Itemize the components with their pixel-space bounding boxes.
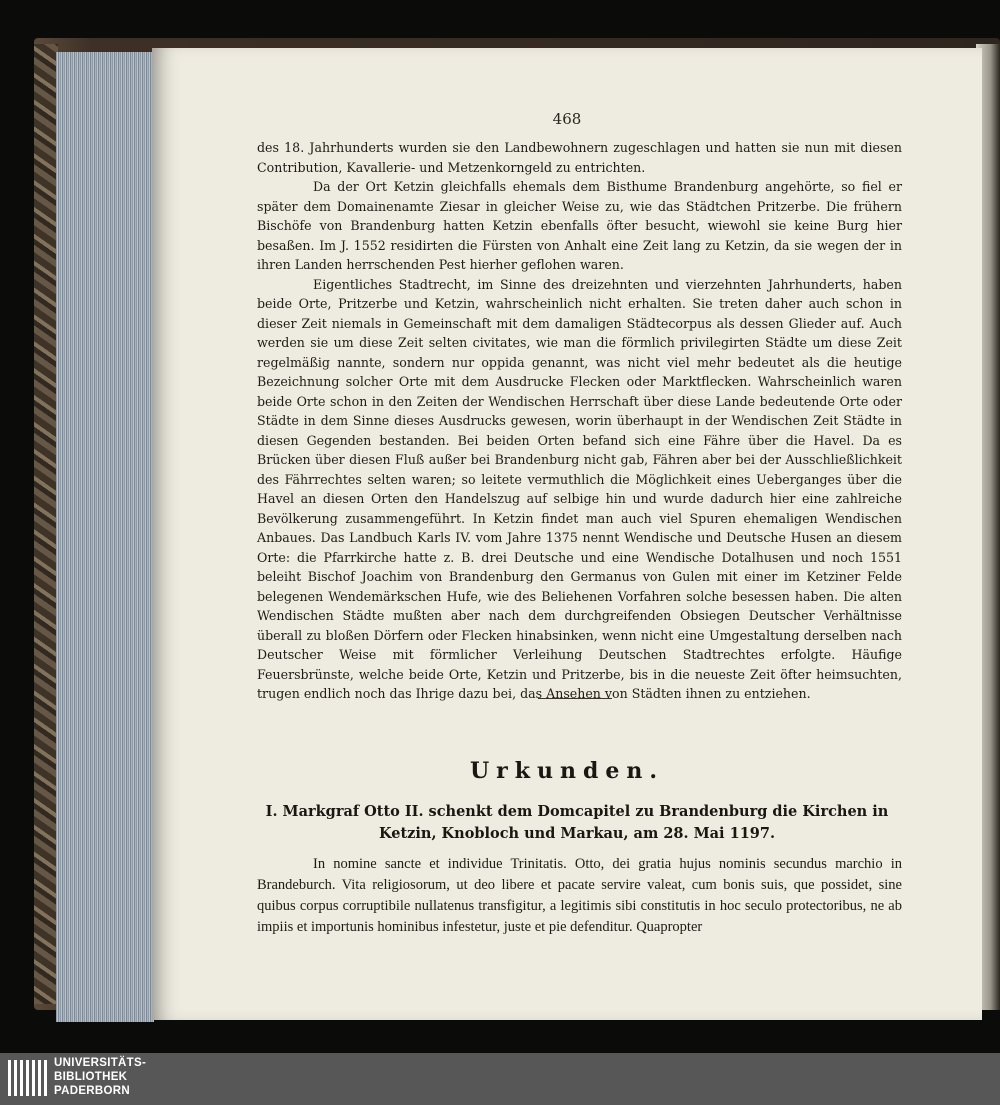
paragraph-3: Eigentliches Stadtrecht, im Sinne des dreizehnten und vierzehnten Jahrhunderts, haben beide Orte, Pritzerbe und Ketzin, wahrscheinlich nicht erhalten. Sie treten daher auch schon in dieser Zeit niemals in Gemeinschaft mit dem damaligen Städtecorpus als dessen Glieder auf. Auch werden sie um diese Zeit selten civitates, wie man die förmlich privilegirten Städte um diese Zeit regelmäßig nannte, sondern nur oppida genannt, was nicht viel mehr bedeutet als die heutige Bezeichnung solcher Orte mit dem Ausdrucke Flecken oder Marktflecken. Wahrscheinlich waren beide Orte schon in den Zeiten der Wendischen Herrschaft über diese Lande bedeutende Orte oder Städte in dem Sinne dieses Ausdrucks gewesen, worin überhaupt in der Wendischen Zeit Städte in diesen Gegenden bestanden. Bei beiden Orten befand sich eine Fähre über die Havel. Da es Brücken über diesen Fluß außer bei Brandenburg nicht gab, Fähren aber bei der Ausschließlichkeit des Fährrechtes selten waren; so leitete vermuthlich die Möglichkeit eines Ueberganges über die Havel an diesen Orten den Handelszug auf selbige hin und wurde dadurch hier eine zahlreiche Bevölkerung zusammengeführt. In Ketzin findet man auch viel Spuren ehemaligen Wendischen Anbaues. Das Landbuch Karls IV. vom Jahre 1375 nennt Wendische und Deutsche Husen an diesem Orte: die Pfarrkirche hatte z. B. drei Deutsche und eine Wendische Dotalhusen und noch 1551 beleiht Bischof Joachim von Brandenburg den Germanus von Gulen mit einer im Ketziner Felde belegenen Wendemärkschen Hufe, wie des Beliehenen Vorfahren solche besessen haben. Die alten Wendischen Städte mußten aber nach dem durchgreifenden Obsiegen Deutscher Verhältnisse überall zu bloßen Dörfern oder Flecken hinabsinken, wenn nicht eine Umgestaltung derselben nach Deutscher Weise mit förmlicher Verleihung Deutschen Stadtrechtes erfolgte. Häufige Feuersbrünste, welche beide Orte, Ketzin und Pritzerbe, bis in die neueste Zeit öfter heimsuchten, trugen endlich noch das Ihrige dazu bei, das Ansehen von Städten ihnen zu entziehen. xyxy=(257,276,902,701)
library-name-line1: UNIVERSITÄTS- xyxy=(54,1057,147,1069)
section-divider xyxy=(538,698,612,699)
library-name-line3: PADERBORN xyxy=(54,1085,130,1097)
library-name[interactable] xyxy=(54,1056,146,1098)
paragraph-1: des 18. Jahrhunderts wurden sie den Landbewohnern zugeschlagen und hatten sie nun mit diesen Contribution, Kavallerie- und Metzenkorngeld zu entrichten. xyxy=(257,140,902,175)
paragraph-2: Da der Ort Ketzin gleichfalls ehemals dem Bisthume Brandenburg angehörte, so fiel er später dem Domainenamte Ziesar in gleicher Weise zu, wie das Städtchen Pritzerbe. Die frühern Bischöfe von Brandenburg hatten Ketzin ebenfalls öfter besucht, wiewohl sie keine Burg hier besaßen. Im J. 1552 residirten die Fürsten von Anhalt eine Zeit lang zu Ketzin, da sie wegen der in ihren Landen herrschenden Pest hierher geflohen waren. xyxy=(257,179,902,272)
library-name-line2: BIBLIOTHEK xyxy=(54,1071,128,1083)
document-title: I. Markgraf Otto II. schenkt dem Domcapitel zu Brandenburg die Kirchen in Ketzin, Knobloch und Markau, am 28. Mai 1197. xyxy=(265,803,889,842)
marbled-board xyxy=(34,44,58,1004)
page-edges xyxy=(56,52,154,1022)
library-logo-icon xyxy=(6,1057,48,1099)
library-footer xyxy=(0,1053,1000,1105)
body-text xyxy=(257,138,902,704)
latin-charter-text: In nomine sancte et individue Trinitatis. Otto, dei gratia hujus nominis secundus marchio in Brandeburch. Vita religiosorum, ut deo libere et pacate servire valeat, cum bonis suis, que possidet, sine quibus corpus corruptibile nullatenus transfigitur, a legitimis sibi constitutis in hoc seculo protectoribus, ne ab impiis et importunis hominibus infestetur, juste et pie defenditur. Quapropter xyxy=(257,856,902,935)
section-heading: Urkunden. xyxy=(469,758,665,784)
book-page xyxy=(152,48,982,1020)
page-number: 468 xyxy=(552,110,582,128)
